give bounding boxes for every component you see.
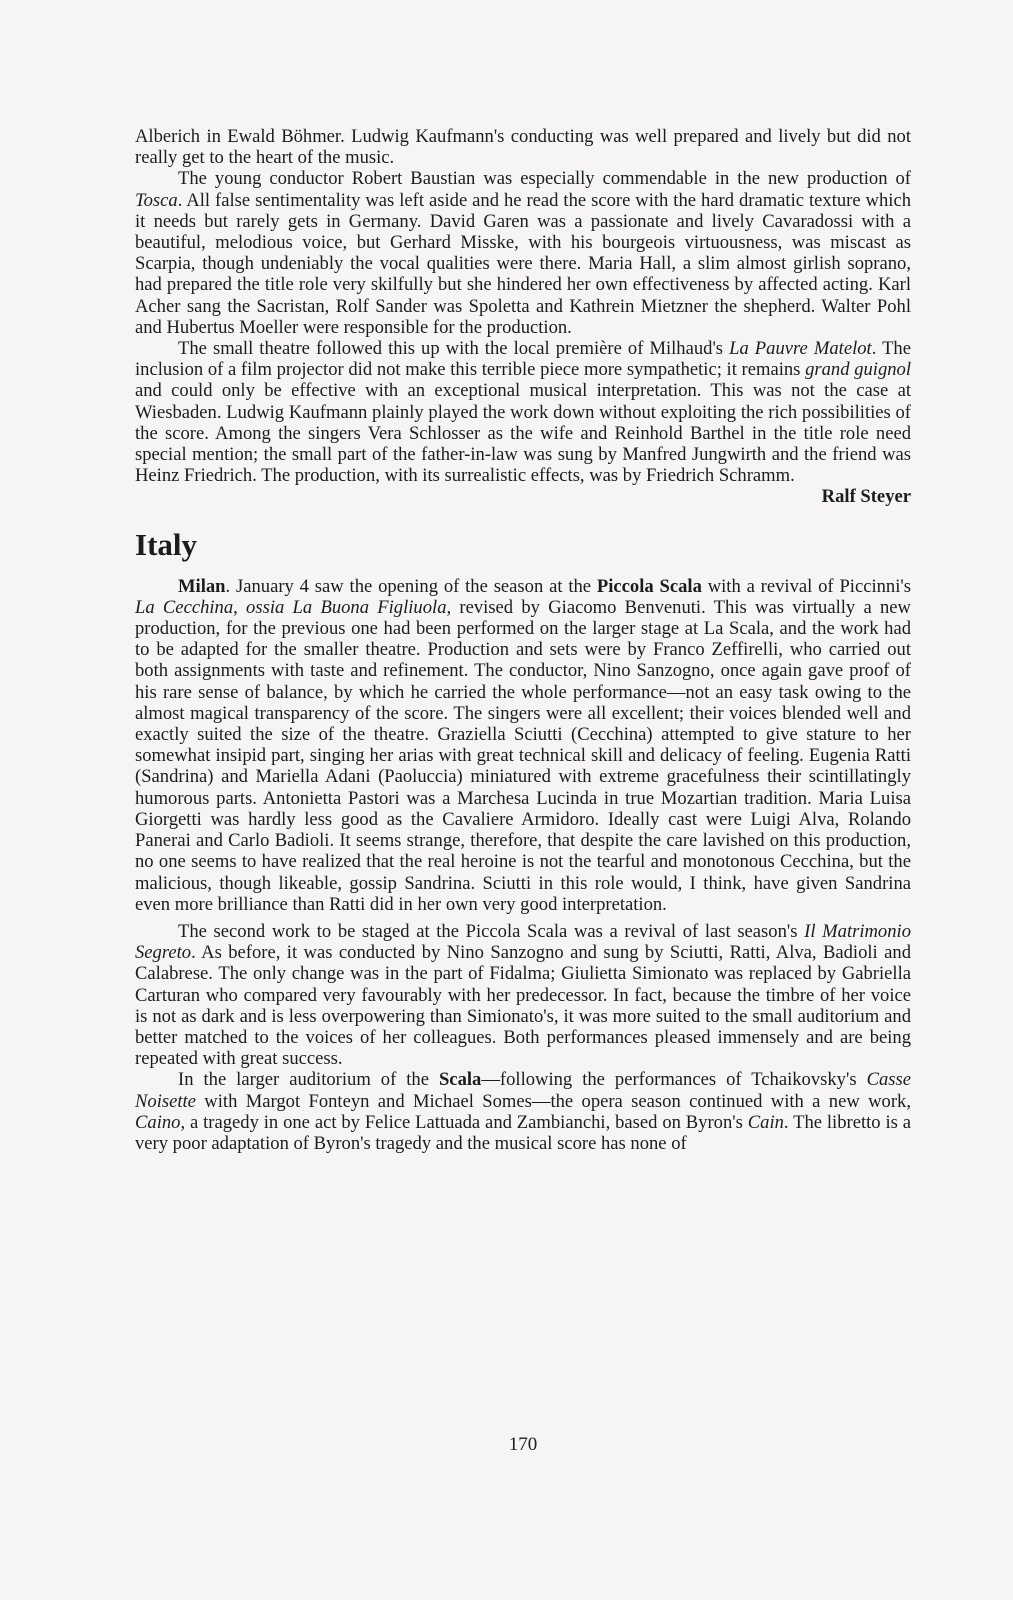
bold-place: Milan xyxy=(178,575,226,597)
text-run: The small theatre followed this up with the local première of Milhaud's xyxy=(178,338,730,360)
bold-venue: Piccola Scala xyxy=(596,575,702,597)
author-signature: Ralf Steyer xyxy=(821,486,911,508)
text-run: Alberich in Ewald Böhmer. Ludwig Kaufmann's conducting was well prepared and lively but did not really get to the heart of the music. xyxy=(135,126,911,169)
italic-title: La Cecchina, ossia La Buona Figliuola, xyxy=(135,596,452,618)
text-run: with Margot Fonteyn and Michael Somes—the opera season continued with a new work, xyxy=(195,1090,911,1112)
text-run: , a tragedy in one act by Felice Lattuada and Zambianchi, based on Byron's xyxy=(180,1111,748,1133)
page-number: 170 xyxy=(508,1434,538,1455)
text-run: The young conductor Robert Baustian was especially commendable in the new production of xyxy=(178,168,911,190)
text-run: . January 4 saw the opening of the season at the xyxy=(225,575,597,597)
text-run: . As before, it was conducted by Nino Sanzogno and sung by Sciutti, Ratti, Alva, Badioli and Calabrese. The only change was in the part of Fidalma; Giulietta Simionato was replaced by Gabriella Carturan who compared very favourably with her predecessor. In fact, because the timbre of her voice is not as dark and is less overpowering than Simionato's, it was more suited to the small auditorium and better matched to the voices of her colleagues. Both performances pleased immensely and are being repeated with great success. xyxy=(135,942,911,1070)
italic-title: La Pauvre Matelot xyxy=(729,338,872,360)
paragraph-matrimonio xyxy=(135,921,911,1069)
section-heading: Italy xyxy=(135,526,197,562)
italic-title: Caino xyxy=(135,1111,181,1133)
paragraph-caino xyxy=(135,1069,911,1154)
paragraph-tosca xyxy=(135,168,911,338)
paragraph-continuation xyxy=(135,126,911,168)
paragraph-milhaud xyxy=(135,338,911,508)
italic-title: Cain xyxy=(747,1111,784,1133)
text-run: . All false sentimentality was left aside and he read the score with the hard dramatic texture which it needs but rarely gets in Germany. David Garen was a passionate and lively Cavaradossi with a beautiful, melodious voice, but Gerhard Misske, with his bourgeois virtuousness, was miscast as Scarpia, though undeniably the vocal qualities were there. Maria Hall, a slim almost girlish soprano, had prepared the title role very skilfully but she hindered her own effectiveness by affected acting. Karl Acher sang the Sacristan, Rolf Sander was Spoletta and Kathrein Mietzner the shepherd. Walter Pohl and Hubertus Moeller were responsible for the production. xyxy=(135,189,911,338)
italic-title: Il Matrimonio Segreto xyxy=(135,920,911,964)
text-run: revised by Giacomo Benvenuti. This was virtually a new production, for the previous one had been performed on the larger stage at La Scala, and the work had to be adapted for the smaller theatre. Production and sets were by Franco Zeffirelli, who carried out both assignments with taste and refinement. The conductor, Nino Sanzogno, once again gave proof of his rare sense of balance, by which he carried the whole performance—not an easy task owing to the almost magical transparency of the score. The singers were all excellent; their voices blended well and exactly suited the size of the theatre. Graziella Sciutti (Cecchina) attempted to give stature to her somewhat insipid part, singing her arias with great technical skill and delicacy of feeling. Eugenia Ratti (Sandrina) and Mariella Adani (Paoluccia) miniatured with extreme gracefulness their scintillatingly humorous parts. Antonietta Pastori was a Marchesa Lucinda in true Mozartian tradition. Maria Luisa Giorgetti was hardly less good as the Cavaliere Armidoro. Ideally cast were Luigi Alva, Rolando Panerai and Carlo Badioli. It seems strange, therefore, that despite the care lavished on this production, no one seems to have realized that the real heroine is not the tearful and monotonous Cecchina, but the malicious, though likeable, gossip Sandrina. Sciutti in this role would, I think, have given Sandrina even more brilliance than Ratti did in her own very good interpretation. xyxy=(135,596,911,915)
paragraph-milan xyxy=(135,576,911,915)
text-run: and could only be effective with an exceptional musical interpretation. This was not the case at Wiesbaden. Ludwig Kaufmann plainly played the work down without exploiting the rich possibilities of the score. Among the singers Vera Schlosser as the wife and Reinhold Barthel in the title role need special mention; the small part of the father-in-law was sung by Manfred Jungwirth and the friend was Heinz Friedrich. The production, with its surrealistic effects, was by Friedrich Schramm. xyxy=(135,380,911,487)
text-run: The second work to be staged at the Piccola Scala was a revival of last season's xyxy=(178,920,805,942)
text-run: with a revival of Piccinni's xyxy=(701,575,911,597)
italic-title: Tosca xyxy=(135,189,178,211)
bold-venue: Scala xyxy=(438,1069,482,1091)
text-run: —following the performances of Tchaikovsky's xyxy=(481,1069,867,1091)
italic-title: Casse Noisette xyxy=(135,1069,911,1112)
text-run: . The inclusion of a film projector did not make this terrible piece more sympathetic; it remains xyxy=(135,338,911,381)
text-run: . The libretto is a very poor adaptation of Byron's tragedy and the musical score has none of xyxy=(135,1111,912,1154)
page-body xyxy=(135,126,911,1154)
italic-phrase: grand guignol xyxy=(805,359,912,381)
text-run: In the larger auditorium of the xyxy=(178,1069,439,1091)
